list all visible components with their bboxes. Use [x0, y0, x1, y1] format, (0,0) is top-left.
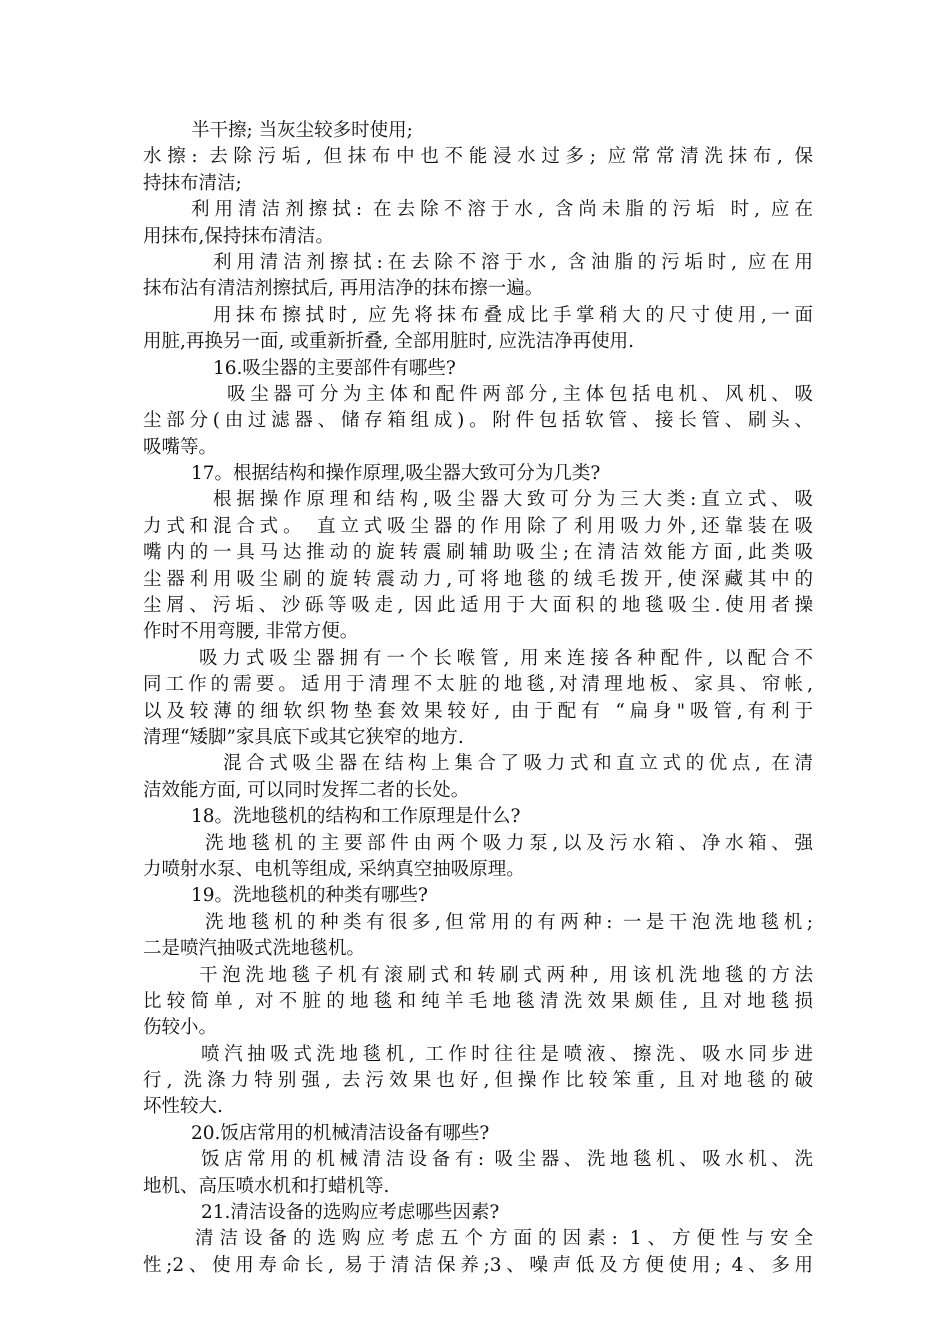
text-line: 清理“矮脚”家具底下或其它狭窄的地方. — [143, 726, 464, 748]
text-line: 坏性较大. — [143, 1096, 223, 1118]
text-line: 以及较薄的细软织物垫套效果较好, 由于配有 “扁身"吸管,有利于 — [143, 700, 813, 722]
text-line: 二是喷汽抽吸式洗地毯机。 — [143, 938, 366, 960]
text-line: 洗地毯机的种类有很多,但常用的有两种: 一是干泡洗地毯机; — [205, 911, 813, 933]
text-line: 抹布沾有清洁剂擦拭后, 再用洁净的抹布擦一遍。 — [143, 278, 544, 300]
text-line: 半干擦; 当灰尘较多时使用; — [191, 120, 413, 141]
text-line: 尘部分(由过滤器、储存箱组成)。附件包括软管、接长管、刷头、 — [143, 410, 813, 432]
text-line: 利用清洁剂擦拭: 在去除不溶于水, 含尚未脂的污垢 时, 应在 — [191, 199, 813, 221]
text-line: 性;2、使用寿命长, 易于清洁保养;3、噪声低及方便使用; 4、多用 — [143, 1254, 813, 1276]
text-line: 水擦: 去除污垢, 但抹布中也不能浸水过多; 应常常清洗抹布, 保 — [143, 146, 813, 168]
text-line: 用抹布擦拭时, 应先将抹布叠成比手掌稍大的尺寸使用,一面 — [213, 304, 813, 326]
document-page — [143, 118, 813, 1279]
text-line: 力喷射水泵、电机等组成, 采纳真空抽吸原理。 — [143, 858, 525, 880]
text-line: 同工作的需要。适用于清理不太脏的地毯,对清理地板、家具、帘帐, — [143, 674, 813, 696]
text-line: 饭店常用的机械清洁设备有: 吸尘器、洗地毯机、吸水机、洗 — [201, 1149, 813, 1171]
text-line: 17。根据结构和操作原理,吸尘器大致可分为几类? — [191, 463, 601, 485]
text-line: 洁效能方面, 可以同时发挥二者的长处。 — [143, 779, 470, 801]
text-line: 根据操作原理和结构,吸尘器大致可分为三大类:直立式、吸 — [213, 489, 813, 511]
text-line: 混合式吸尘器在结构上集合了吸力式和直立式的优点, 在清 — [223, 753, 813, 775]
text-line: 喷汽抽吸式洗地毯机, 工作时往往是喷液、擦洗、吸水同步进 — [201, 1043, 813, 1065]
text-line: 用脏,再换另一面, 或重新折叠, 全部用脏时, 应洗洁净再使用. — [143, 331, 635, 353]
text-line: 尘屑、污垢、沙砾等吸走, 因此适用于大面积的地毯吸尘.使用者操 — [143, 595, 813, 617]
text-line: 19。洗地毯机的种类有哪些? — [191, 885, 428, 907]
text-line: 清洁设备的选购应考虑五个方面的因素: 1、方便性与安全 — [195, 1228, 813, 1250]
text-line: 比较简单, 对不脏的地毯和纯羊毛地毯清洗效果颇佳, 且对地毯损 — [143, 990, 813, 1012]
text-line: 用抹布,保持抹布清洁。 — [143, 225, 334, 247]
text-line: 伤较小。 — [143, 1017, 218, 1039]
text-line: 吸嘴等。 — [143, 436, 218, 458]
text-line: 18。洗地毯机的结构和工作原理是什么? — [191, 806, 521, 828]
text-line: 作时不用弯腰, 非常方便。 — [143, 621, 359, 643]
text-line: 干泡洗地毯子机有滚刷式和转刷式两种, 用该机洗地毯的方法 — [199, 964, 813, 986]
text-line: 嘴内的一具马达推动的旋转震刷辅助吸尘;在清洁效能方面,此类吸 — [143, 542, 813, 564]
text-line: 持抹布清洁; — [143, 172, 242, 194]
text-line: 行, 洗涤力特别强, 去污效果也好,但操作比较笨重, 且对地毯的破 — [143, 1070, 813, 1092]
text-line: 力式和混合式。 直立式吸尘器的作用除了利用吸力外,还靠装在吸 — [143, 515, 813, 537]
text-line: 16.吸尘器的主要部件有哪些? — [213, 357, 456, 379]
text-line: 利用清洁剂擦拭:在去除不溶于水, 含油脂的污垢时, 应在用 — [213, 251, 813, 273]
text-line: 地机、高压喷水机和打蜡机等. — [143, 1175, 390, 1197]
text-line: 21.清洁设备的选购应考虑哪些因素? — [201, 1202, 500, 1224]
text-line: 20.饭店常用的机械清洁设备有哪些? — [191, 1122, 490, 1144]
text-line: 尘器利用吸尘刷的旋转震动力,可将地毯的绒毛拨开,使深藏其中的 — [143, 568, 813, 590]
text-line: 吸尘器可分为主体和配件两部分,主体包括电机、风机、吸 — [227, 383, 813, 405]
text-line: 吸力式吸尘器拥有一个长喉管, 用来连接各种配件, 以配合不 — [199, 647, 813, 669]
text-line: 洗地毯机的主要部件由两个吸力泵,以及污水箱、净水箱、强 — [205, 832, 813, 854]
